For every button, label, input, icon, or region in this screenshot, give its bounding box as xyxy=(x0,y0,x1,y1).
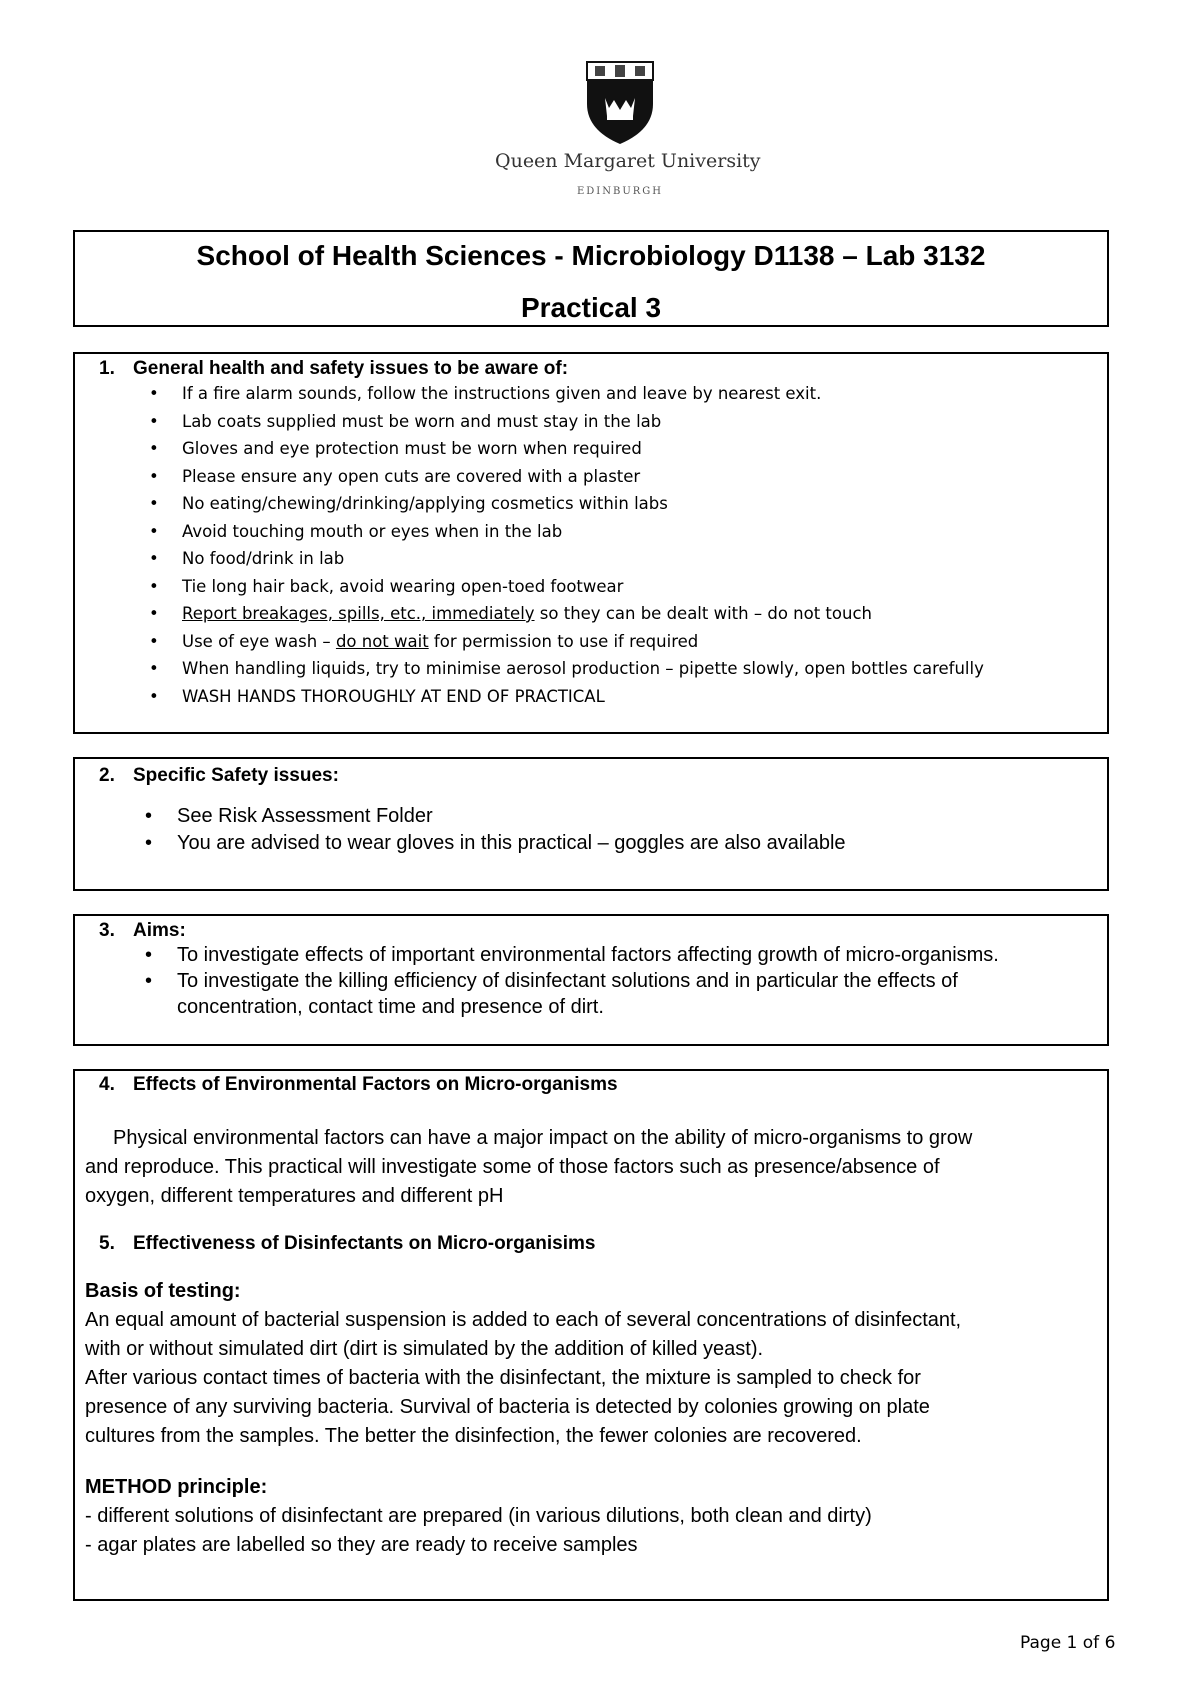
list-item: • When handling liquids, try to minimise aerosol production – pipette slowly, open bottles carefully xyxy=(182,655,1107,683)
document-title: School of Health Sciences - Microbiology D1138 – Lab 3132 xyxy=(196,240,986,271)
bullet-icon: • xyxy=(145,832,153,854)
bullet-icon: • xyxy=(145,970,153,992)
bullet-icon: • xyxy=(149,631,159,651)
section-title: Effectiveness of Disinfectants on Micro-organisims xyxy=(133,1233,596,1254)
bullet-icon: • xyxy=(145,944,153,966)
list-item: • If a fire alarm sounds, follow the instructions given and leave by nearest exit. xyxy=(182,380,1107,408)
list-item: • WASH HANDS THOROUGHLY AT END OF PRACTICAL xyxy=(182,683,1107,711)
section-heading xyxy=(99,1233,1095,1255)
list-item: • You are advised to wear gloves in this practical – goggles are also available xyxy=(177,830,1107,857)
bullet-icon: • xyxy=(149,466,159,486)
paragraph: - different solutions of disinfectant are prepared (in various dilutions, both clean and dirty) - agar plates are labelled so they are ready to receive samples xyxy=(85,1505,872,1556)
specific-safety-list xyxy=(145,803,1107,857)
bullet-icon: • xyxy=(149,686,159,706)
list-item: • See Risk Assessment Folder xyxy=(177,803,1107,830)
bullet-icon: • xyxy=(149,549,159,568)
list-item: • Report breakages, spills, etc., immediately so they can be dealt with – do not touch xyxy=(182,600,1107,628)
list-item: • Gloves and eye protection must be worn when required xyxy=(182,435,1107,463)
section-number: 5. xyxy=(99,1233,115,1254)
document-subtitle: Practical 3 xyxy=(520,292,662,323)
section-number: 3. xyxy=(99,920,115,941)
paragraph: An equal amount of bacterial suspension is added to each of several concentrations of disinfectant, with or without simulated dirt (dirt is simulated by the addition of killed yeast). After various contact times of bacteria with the disinfectant, the mixture is sampled to check for presence of any surviving bacteria. Survival of bacteria is detected by colonies growing on plate cultures from the samples. The better the disinfection, the fewer colonies are recovered. xyxy=(85,1309,962,1447)
bullet-icon: • xyxy=(149,576,159,596)
aims-box xyxy=(73,914,1109,1046)
general-safety-box xyxy=(73,352,1109,734)
bullet-icon: • xyxy=(149,659,159,678)
list-item: • Tie long hair back, avoid wearing open-toed footwear xyxy=(182,573,1107,601)
bullet-icon: • xyxy=(149,494,159,513)
crest-icon xyxy=(583,58,657,146)
list-item: • Avoid touching mouth or eyes when in the lab xyxy=(182,518,1107,546)
list-item: • No food/drink in lab xyxy=(182,545,1107,573)
section-number: 1. xyxy=(99,358,115,379)
methods-box xyxy=(73,1069,1109,1601)
list-item: • Use of eye wash – do not wait for permission to use if required xyxy=(182,628,1107,656)
section-number: 4. xyxy=(99,1074,115,1095)
list-item: • To investigate the killing efficiency of disinfectant solutions and in particular the effects of concentration, contact time and presence of dirt. xyxy=(145,970,958,1018)
section-heading xyxy=(99,765,1107,787)
general-safety-list xyxy=(149,380,1107,710)
logo-university-name: Queen Margaret University xyxy=(495,150,761,172)
section-number: 2. xyxy=(99,765,115,786)
bullet-icon: • xyxy=(149,411,159,431)
list-item: • Lab coats supplied must be worn and must stay in the lab xyxy=(182,408,1107,436)
section-title: General health and safety issues to be aware of: xyxy=(133,358,569,379)
paragraph: Physical environmental factors can have a major impact on the ability of micro-organisms to grow and reproduce. This practical will investigate some of those factors such as presence/absence of oxygen, different temperatures and different pH xyxy=(85,1127,973,1207)
bullet-icon: • xyxy=(149,384,159,403)
specific-safety-box xyxy=(73,757,1109,891)
underlined-text: do not wait xyxy=(335,631,429,651)
list-item: • Please ensure any open cuts are covered with a plaster xyxy=(182,463,1107,491)
section-title: Aims: xyxy=(133,920,186,941)
logo-city: EDINBURGH xyxy=(576,186,664,197)
section-heading xyxy=(99,920,1107,942)
subheading: Basis of testing: xyxy=(85,1280,241,1302)
underlined-text: Report breakages, spills, etc., immediately xyxy=(182,604,535,623)
list-item: • To investigate effects of important environmental factors affecting growth of micro-organisms. xyxy=(145,944,999,966)
page-number: Page 1 of 6 xyxy=(1020,1633,1116,1653)
section-title: Effects of Environmental Factors on Micro-organisms xyxy=(133,1074,618,1095)
subheading: METHOD principle: xyxy=(85,1476,268,1498)
list-item: • No eating/chewing/drinking/applying cosmetics within labs xyxy=(182,490,1107,518)
bullet-icon: • xyxy=(145,805,153,827)
bullet-icon: • xyxy=(149,604,159,623)
bullet-icon: • xyxy=(149,439,159,458)
section-heading xyxy=(99,358,1107,380)
university-logo xyxy=(495,58,761,208)
bullet-icon: • xyxy=(149,521,159,541)
aims-list xyxy=(145,942,1107,1020)
section-heading xyxy=(99,1074,1095,1096)
title-box xyxy=(73,230,1109,327)
section-title: Specific Safety issues: xyxy=(133,765,339,786)
